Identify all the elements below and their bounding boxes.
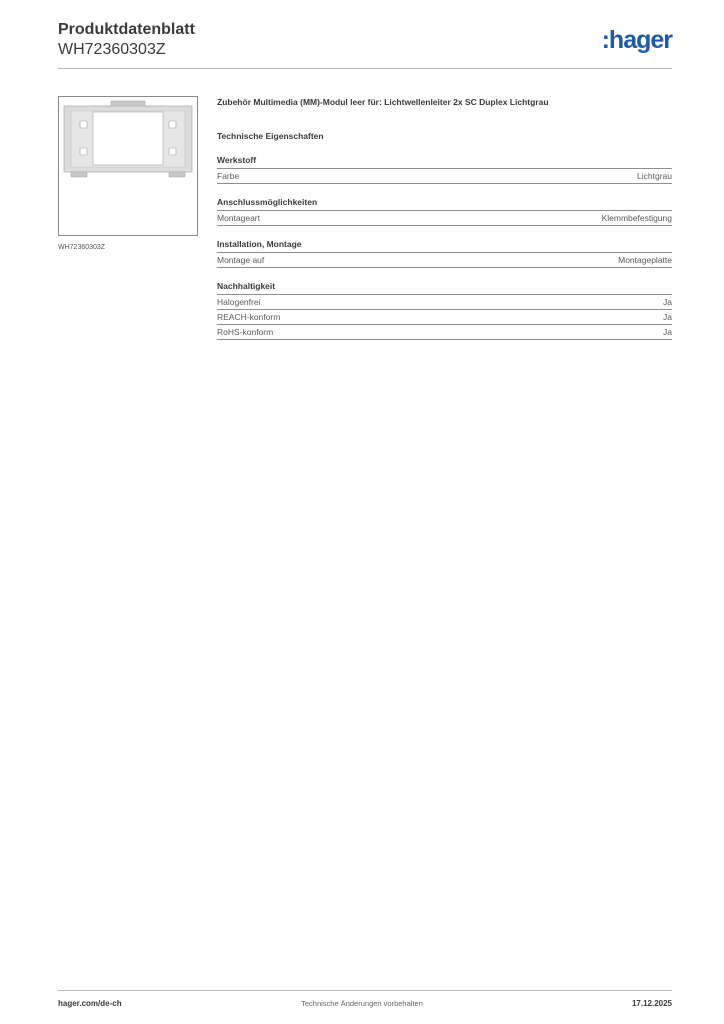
product-code: WH72360303Z bbox=[58, 41, 166, 58]
section-title: Technische Eigenschaften bbox=[217, 131, 324, 141]
spec-label: Montageart bbox=[217, 213, 260, 223]
spec-row bbox=[217, 295, 672, 310]
page-header bbox=[58, 20, 672, 59]
spec-group-werkstoff bbox=[217, 155, 672, 184]
spec-label: Montage auf bbox=[217, 255, 265, 265]
product-image bbox=[59, 97, 197, 235]
group-title: Installation, Montage bbox=[217, 239, 672, 253]
group-title: Anschlussmöglichkeiten bbox=[217, 197, 672, 211]
group-title: Werkstoff bbox=[217, 155, 672, 169]
spec-row bbox=[217, 325, 672, 340]
spec-content bbox=[217, 96, 672, 340]
spec-label: REACH-konform bbox=[217, 312, 281, 322]
spec-row bbox=[217, 169, 672, 184]
spec-value: Montageplatte bbox=[618, 255, 672, 265]
spec-label: RoHS-konform bbox=[217, 327, 274, 337]
spec-label: Halogenfrei bbox=[217, 297, 261, 307]
hager-logo: :hager bbox=[601, 26, 672, 54]
footer-date: 17.12.2025 bbox=[631, 999, 672, 1008]
header-divider bbox=[58, 68, 672, 69]
spec-group-anschluss bbox=[217, 197, 672, 226]
spec-group-nachhaltigkeit bbox=[217, 281, 672, 340]
footer-website-link[interactable]: hager.com/de-ch bbox=[58, 999, 122, 1008]
product-image-frame bbox=[58, 96, 198, 236]
document-title: Produktdatenblatt bbox=[58, 21, 195, 38]
spec-value: Ja bbox=[663, 327, 672, 337]
group-title: Nachhaltigkeit bbox=[217, 281, 672, 295]
spec-value: Klemmbefestigung bbox=[601, 213, 672, 223]
footer-divider bbox=[58, 990, 672, 991]
product-description: Zubehör Multimedia (MM)-Modul leer für: Lichtwellenleiter 2x SC Duplex Lichtgrau bbox=[217, 97, 549, 107]
spec-row bbox=[217, 310, 672, 325]
spec-value: Ja bbox=[663, 297, 672, 307]
spec-value: Ja bbox=[663, 312, 672, 322]
spec-label: Farbe bbox=[217, 171, 240, 181]
image-caption: WH72360303Z bbox=[58, 244, 106, 251]
footer-disclaimer: Technische Änderungen vorbehalten bbox=[301, 999, 423, 1008]
spec-row bbox=[217, 211, 672, 226]
spec-row bbox=[217, 253, 672, 268]
spec-value: Lichtgrau bbox=[637, 171, 672, 181]
spec-group-installation bbox=[217, 239, 672, 268]
